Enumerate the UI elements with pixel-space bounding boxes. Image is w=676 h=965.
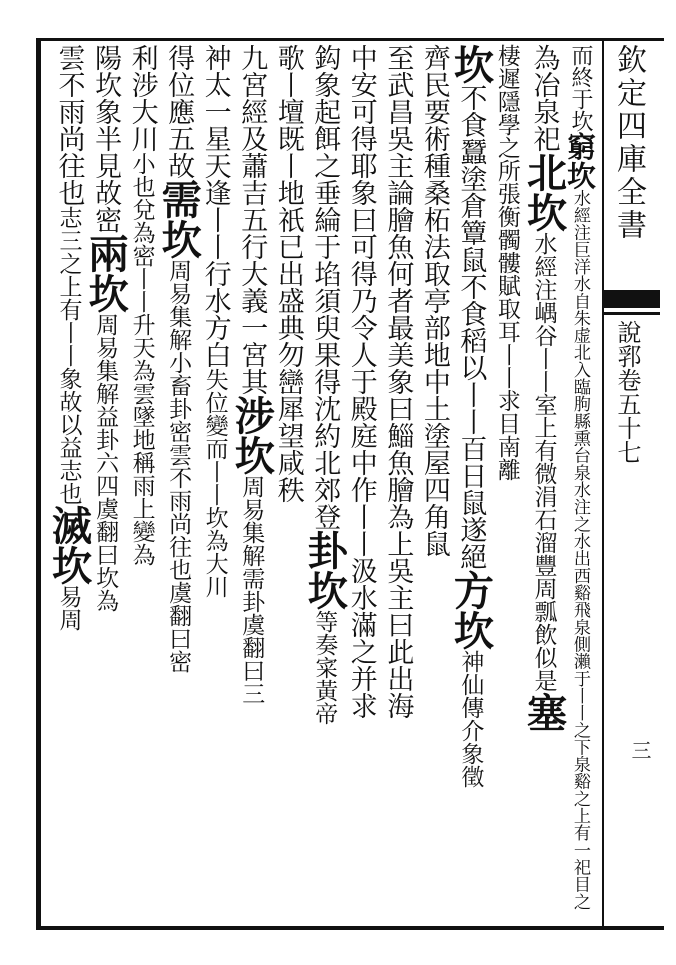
text-run: 為冶 xyxy=(528,44,560,98)
heading-term: 塞 xyxy=(520,692,568,732)
text-run: 中安可得耶象曰可得乃令人于殿庭中作丨丨汲水滿之并求 xyxy=(345,44,377,719)
text-column xyxy=(380,44,415,924)
text-column xyxy=(447,44,495,924)
text-column xyxy=(343,44,378,924)
annotation: 水經注嵎谷丨丨室上有微涓石溜豐周瓢飲似是 xyxy=(530,232,557,692)
annotation: 失位變而丨丨坎為大川 xyxy=(201,368,228,598)
text-column xyxy=(416,44,451,924)
text-run: 而終 xyxy=(567,44,593,88)
left-columns xyxy=(50,44,51,45)
heading-term: 窮坎 xyxy=(562,132,597,190)
annotation: 志三之上有丨丨象故以益志也 xyxy=(55,206,82,505)
text-run: 齊民要術種桑柘法取亭部地中土塗屋四角鼠 xyxy=(418,44,450,557)
heading-term: 需坎 xyxy=(155,179,203,259)
annotation: 棲遲隱學之所張衡髑髏賦取耳丨丨求目南離 xyxy=(493,44,520,481)
margin-title: 欽定四庫全書 xyxy=(611,44,646,242)
text-column xyxy=(520,44,568,924)
text-column xyxy=(301,44,349,924)
margin-page-number: 三 xyxy=(628,740,652,760)
text-column xyxy=(489,44,524,924)
text-run: 不食蠶塗倉簟鼠不食稻以丨丨百日鼠遂絕 xyxy=(455,84,487,570)
annotation: 等奏寀黃帝 xyxy=(311,610,338,725)
text-column xyxy=(82,44,130,924)
text-column xyxy=(562,44,597,924)
annotation: 周易集解小畜卦密雲不雨尚往也虞翻曰密 xyxy=(165,259,192,673)
text-run: 雲不雨尚往也 xyxy=(53,44,85,206)
heading-term: 卦坎 xyxy=(301,530,349,610)
text-run: 至武昌吳主論膾魚何者最美象曰鯔魚膾為上吳主曰此出海 xyxy=(382,44,414,719)
annotation: 神仙傳介象徵 xyxy=(457,650,484,788)
text-run: 利涉大川 xyxy=(126,44,158,152)
annotation: 水經注巨洋水自朱虚北入臨朐縣熏台泉水注之水出西谿飛泉側瀨于丨丨之下泉谿之上有一祀目之 xyxy=(569,189,590,910)
heading-term: 方坎 xyxy=(447,570,495,650)
heading-term: 滅坎 xyxy=(45,505,93,585)
fish-tail-ornament xyxy=(604,290,660,308)
heading-term: 涉坎 xyxy=(228,395,276,475)
text-run: 鈎象起餌之垂綸于埳須臾果得沈約北郊登 xyxy=(309,44,341,530)
text-area xyxy=(45,44,598,924)
text-column xyxy=(124,44,159,924)
text-column xyxy=(228,44,276,924)
text-run: 九宮經及蕭吉五行大義一宮其 xyxy=(236,44,268,395)
annotation: 易周 xyxy=(55,585,82,631)
heading-term: 兩坎 xyxy=(82,233,130,313)
text-column xyxy=(197,44,232,924)
text-column xyxy=(45,44,93,924)
heading-term: 北坎 xyxy=(520,152,568,232)
text-run: 衶太一星天逢丨丨行水方白 xyxy=(199,44,231,368)
text-run: 于坎 xyxy=(567,88,593,132)
text-column xyxy=(155,44,203,924)
text-column xyxy=(270,44,305,924)
text-run: 泉祀 xyxy=(528,98,560,152)
text-run: 得位應五故 xyxy=(163,44,195,179)
text-run: 陽坎象半見故密 xyxy=(90,44,122,233)
annotation: 周易集解需卦虞翻曰三 xyxy=(238,475,265,705)
annotation: 周易集解益卦六四虞翻曰坎為 xyxy=(92,313,119,612)
margin-chapter: 說郛卷五十七 xyxy=(613,320,641,464)
fish-tail-rule xyxy=(604,312,660,315)
text-run: 歌丨壇既丨地祇已出盛典勿巒犀望咸秩 xyxy=(272,44,304,503)
annotation: 小也兌為密丨丨升天為雲墜地稱雨上變為 xyxy=(128,152,155,566)
heading-term: 坎 xyxy=(447,44,495,84)
